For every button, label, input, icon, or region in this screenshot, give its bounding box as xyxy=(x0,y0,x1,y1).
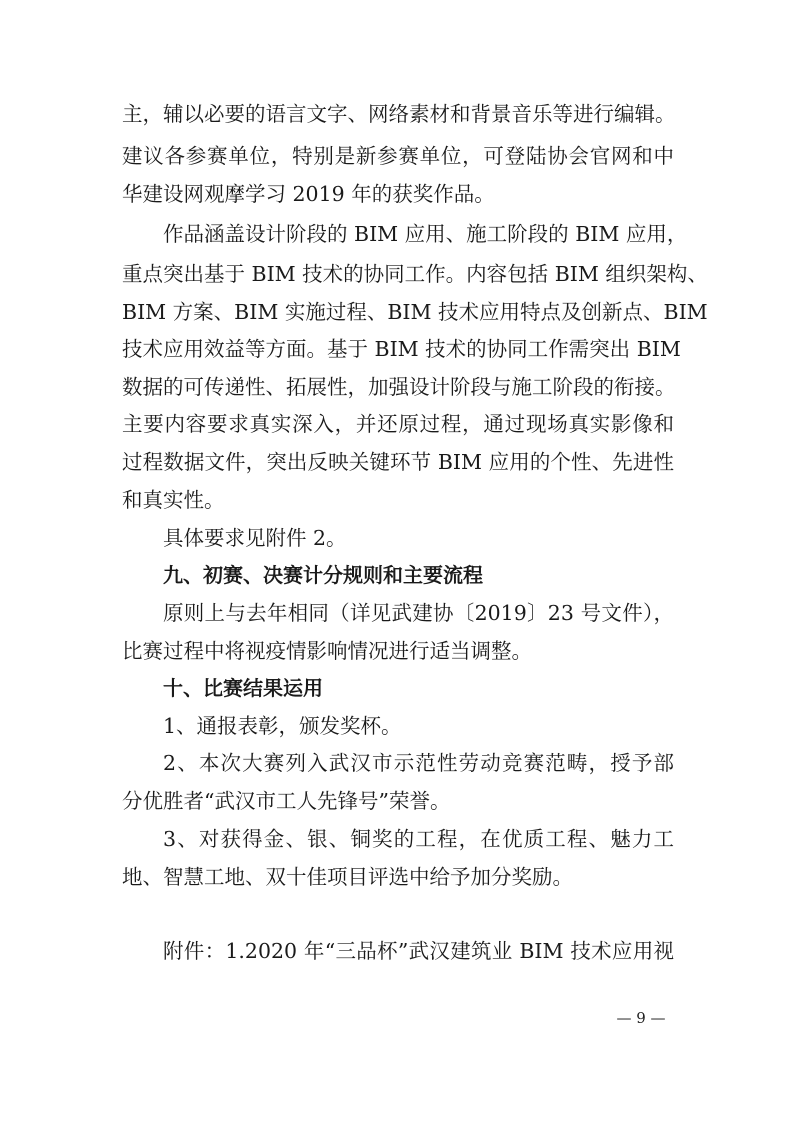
paragraph-line: 技术应用效益等方面。基于 BIM 技术的协同工作需突出 BIM xyxy=(122,337,681,361)
paragraph-line: 具体要求见附件 2。 xyxy=(163,526,347,550)
paragraph-line: 作品涵盖设计阶段的 BIM 应用、施工阶段的 BIM 应用， xyxy=(163,222,688,246)
paragraph-line: 分优胜者“武汉市工人先锋号”荣誉。 xyxy=(122,789,451,813)
paragraph-line: BIM 方案、BIM 实施过程、BIM 技术应用特点及创新点、BIM xyxy=(122,300,708,324)
page-number: — 9 — xyxy=(616,1009,666,1027)
section-heading-ten: 十、比赛结果运用 xyxy=(163,676,323,700)
paragraph-line: 原则上与去年相同（详见武建协〔2019〕23 号文件）， xyxy=(163,601,674,625)
list-item: 1、通报表彰，颁发奖杯。 xyxy=(163,714,402,738)
paragraph-line: 数据的可传递性、拓展性，加强设计阶段与施工阶段的衔接。 xyxy=(122,375,676,399)
list-item: 2、本次大赛列入武汉市示范性劳动竞赛范畴，授予部 xyxy=(163,751,674,775)
paragraph-line: 地、智慧工地、双十佳项目评选中给予加分奖励。 xyxy=(122,865,573,889)
list-item: 3、对获得金、银、铜奖的工程，在优质工程、魅力工 xyxy=(163,827,674,851)
attachment-line: 附件：1.2020 年“三品杯”武汉建筑业 BIM 技术应用视 xyxy=(163,939,674,963)
paragraph-line: 重点突出基于 BIM 技术的协同工作。内容包括 BIM 组织架构、 xyxy=(122,262,708,286)
paragraph-line: 比赛过程中将视疫情影响情况进行适当调整。 xyxy=(122,639,532,663)
paragraph-line: 和真实性。 xyxy=(122,488,225,512)
paragraph-line: 过程数据文件，突出反映关键环节 BIM 应用的个性、先进性 xyxy=(122,450,674,474)
paragraph-line: 主，辅以必要的语言文字、网络素材和背景音乐等进行编辑。 xyxy=(122,102,676,126)
paragraph-line: 建议各参赛单位，特别是新参赛单位，可登陆协会官网和中 xyxy=(122,144,674,168)
paragraph-line: 华建设网观摩学习 2019 年的获奖作品。 xyxy=(122,182,495,206)
section-heading-nine: 九、初赛、决赛计分规则和主要流程 xyxy=(163,563,483,587)
paragraph-line: 主要内容要求真实深入，并还原过程，通过现场真实影像和 xyxy=(122,412,674,436)
